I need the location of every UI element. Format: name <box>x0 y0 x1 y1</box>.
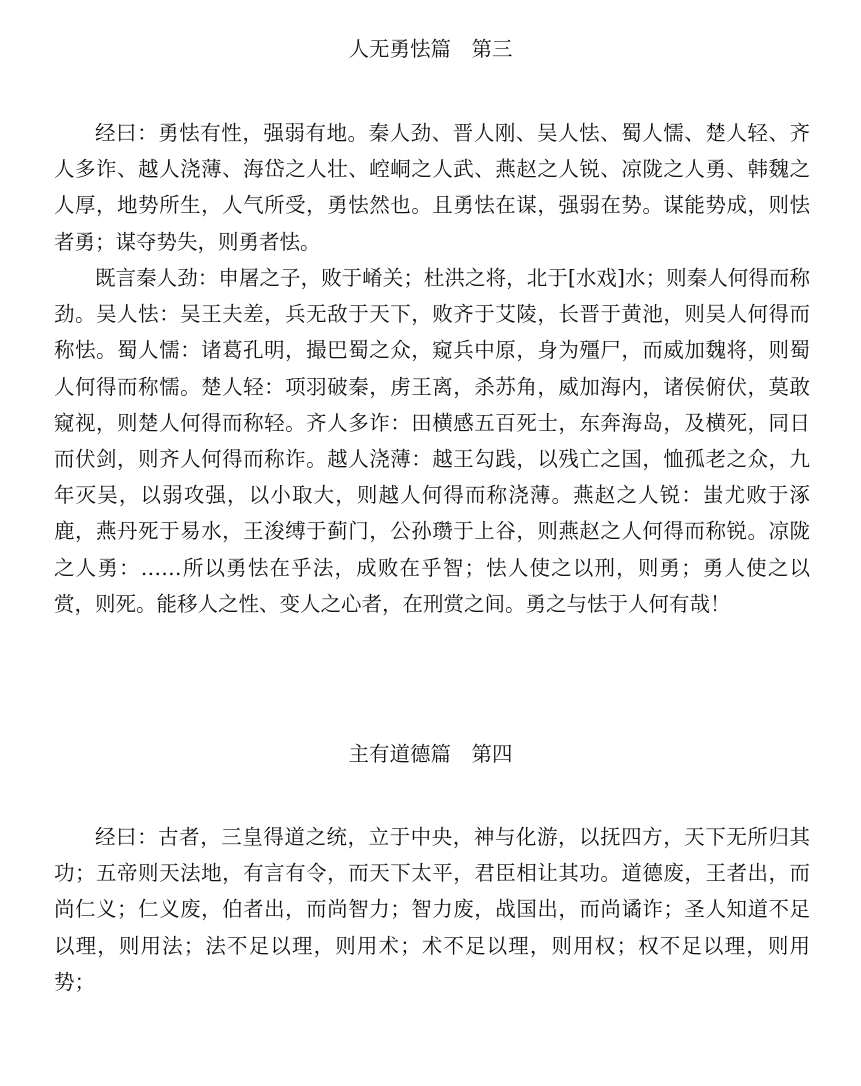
chapter-title-4: 主有道德篇 第四 <box>348 742 513 766</box>
paragraph-4-1: 经曰：古者，三皇得道之统，立于中央，神与化游，以抚四方，天下无所归其功；五帝则天法地，有言有令，而天下太平，君臣相让其功。道德废，王者出，而尚仁义；仁义废，伯者出，而尚智力；智力废，战国出，而尚谲诈；圣人知道不足以理，则用法；法不足以理，则用术；术不足以理，则用权；权不足以理，则用势； <box>54 825 810 994</box>
paragraph-3-2: 既言秦人劲：申屠之子，败于崤关；杜洪之将，北于[水戏]水；则秦人何得而称劲。吴人怯：吴王夫差，兵无敌于天下，败齐于艾陵，长晋于黄池，则吴人何得而称怯。蜀人懦：诸葛孔明，撮巴蜀之众，窥兵中原，身为殭尸，而威加魏将，则蜀人何得而称懦。楚人轻：项羽破秦，虏王离，杀苏角，威加海内，诸侯俯伏，莫敢窥视，则楚人何得而称轻。齐人多诈：田横感五百死士，东奔海岛，及横死，同日而伏剑，则齐人何得而称诈。越人浇薄：越王勾践，以残亡之国，恤孤老之众，九年灭吴，以弱攻强，以小取大，则越人何得而称浇薄。燕赵之人锐：蚩尤败于涿鹿，燕丹死于易水，王浚缚于蓟门，公孙瓒于上谷，则燕赵之人何得而称锐。凉陇之人勇：……所以勇怯在乎法，成败在乎智；怯人使之以刑，则勇；勇人使之以赏，则死。能移人之性、变人之心者，在刑赏之间。勇之与怯于人何有哉！ <box>54 266 810 616</box>
chapter-title-3: 人无勇怯篇 第三 <box>348 37 513 61</box>
paragraph-3-1: 经曰：勇怯有性，强弱有地。秦人劲、晋人刚、吴人怯、蜀人懦、楚人轻、齐人多诈、越人浇薄、海岱之人壮、崆峒之人武、燕赵之人锐、凉陇之人勇、韩魏之人厚，地势所生，人气所受，勇怯然也。且勇怯在谋，强弱在势。谋能势成，则怯者勇；谋夺势失，则勇者怯。 <box>54 121 810 254</box>
